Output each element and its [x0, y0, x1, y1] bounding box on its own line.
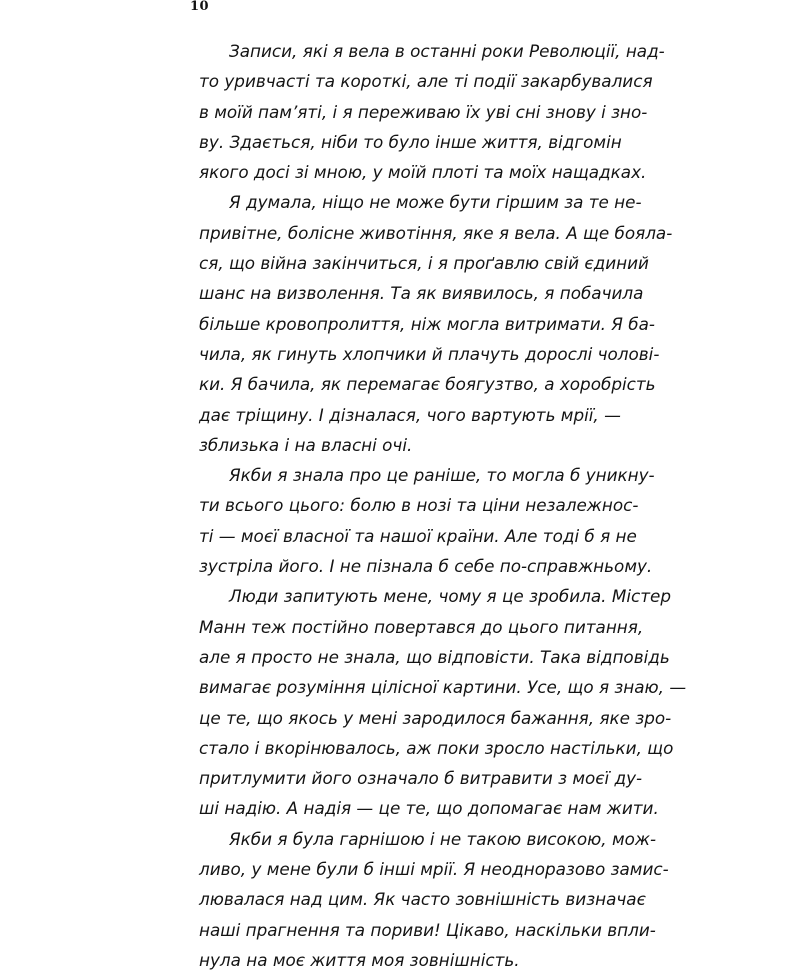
book-body-text: [199, 36, 687, 975]
page-number: 10: [190, 0, 210, 14]
text-line: шанс на визволення. Та як виявилось, я побачила: [199, 283, 644, 304]
text-line: зблизька і на власні очі.: [199, 434, 413, 455]
text-line: ти всього цього: болю в нозі та ціни незалежнос-: [199, 495, 639, 516]
text-line: Люди запитують мене, чому я це зробила. Містер: [229, 586, 671, 607]
text-line: лювалася над цим. Як часто зовнішність визначає: [199, 889, 646, 910]
text-line: ливо, у мене були б інші мрії. Я неодноразово замис-: [199, 859, 669, 880]
text-line: ся, що війна закінчиться, і я проґавлю свій єдиний: [199, 253, 649, 274]
text-line: але я просто не знала, що відповісти. Така відповідь: [199, 646, 670, 667]
text-line: стало і вкорінювалось, аж поки зросло настільки, що: [199, 737, 674, 758]
text-line: привітне, болісне животіння, яке я вела. А ще бояла-: [199, 222, 673, 243]
text-line: в моїй пам’яті, і я переживаю їх уві сні знову і зно-: [199, 101, 648, 122]
paragraph: [199, 36, 665, 187]
text-line: ки. Я бачила, як перемагає боягузтво, а хоробрість: [199, 374, 656, 395]
text-line: Я думала, ніщо не може бути гіршим за те не-: [229, 192, 642, 213]
paragraph: [199, 187, 673, 460]
text-line: вимагає розуміння цілісної картини. Усе, що я знаю, —: [199, 677, 687, 698]
text-line: то уривчасті та короткі, але ті події закарбувалися: [199, 71, 653, 92]
text-line: чила, як гинуть хлопчики й плачуть дорослі чолові-: [199, 343, 660, 364]
text-line: наші прагнення та пориви! Цікаво, наскільки впли-: [199, 919, 656, 940]
text-line: ті — моєї власної та нашої країни. Але тоді б я не: [199, 525, 637, 546]
text-line: притлумити його означало б витравити з моєї ду-: [199, 768, 643, 789]
text-line: Записи, які я вела в останні роки Революції, над-: [229, 41, 665, 61]
text-line: ву. Здається, ніби то було інше життя, відгомін: [199, 131, 622, 152]
text-line: Якби я була гарнішою і не такою високою, мож-: [229, 828, 657, 849]
paragraph: [199, 581, 687, 823]
text-line: якого досі зі мною, у моїй плоті та моїх нащадках.: [199, 162, 647, 183]
text-line: зустріла його. І не пізнала б себе по-справжньому.: [199, 556, 653, 577]
paragraph: [199, 824, 669, 975]
text-line: дає тріщину. І дізналася, чого вартують мрії, —: [199, 404, 621, 425]
text-line: більше кровопролиття, ніж могла витримати. Я ба-: [199, 313, 655, 334]
text-line: це те, що якось у мені зародилося бажання, яке зро-: [199, 707, 672, 728]
text-line: нула на моє життя моя зовнішність.: [199, 949, 520, 970]
text-line: ші надію. А надія — це те, що допомагає нам жити.: [199, 798, 659, 819]
text-line: Манн теж постійно повертався до цього питання,: [199, 616, 644, 637]
paragraph: [199, 460, 655, 581]
text-line: Якби я знала про це раніше, то могла б уникну-: [229, 465, 655, 486]
